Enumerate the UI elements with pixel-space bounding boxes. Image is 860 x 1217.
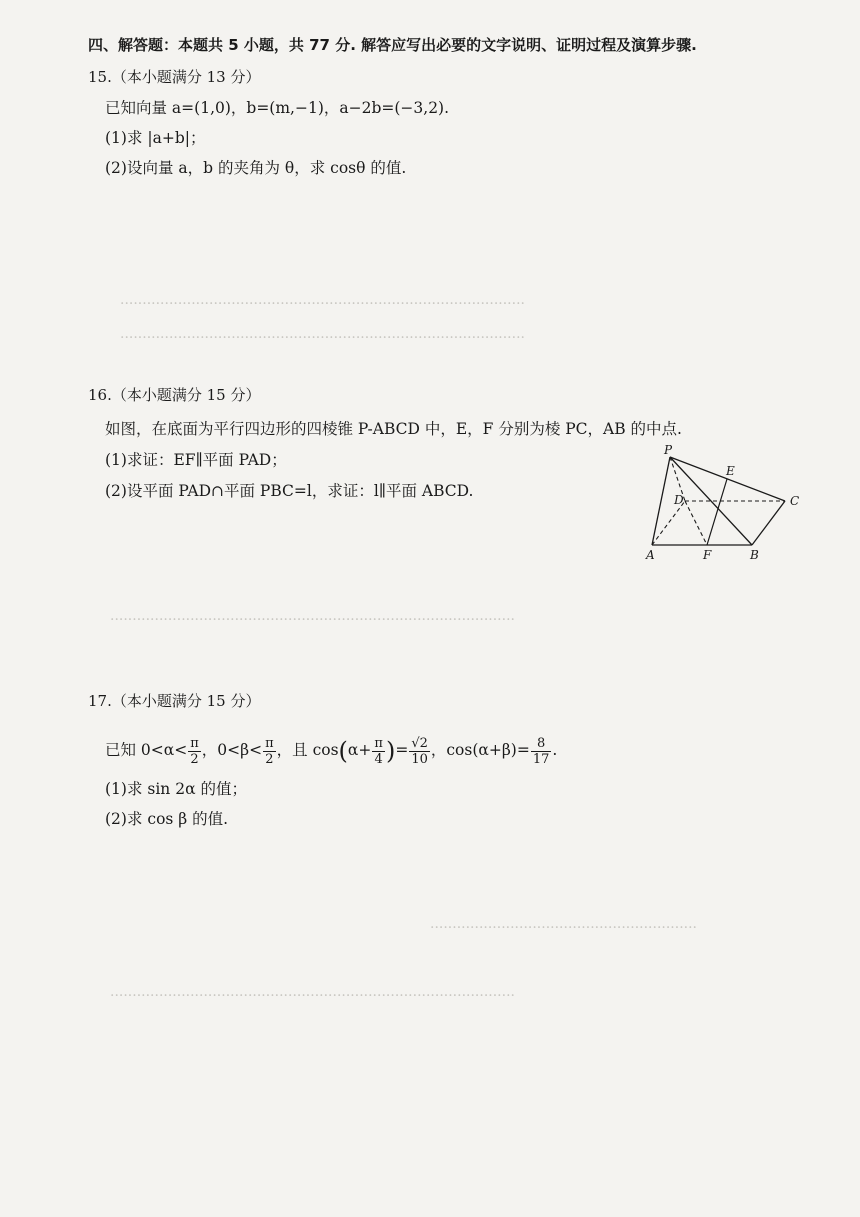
bleed-through-text: ···························································································: [110, 988, 515, 1004]
label-a: A: [646, 548, 655, 562]
edge-bc: [752, 501, 785, 545]
label-p: P: [664, 443, 673, 457]
segment-df: [685, 501, 707, 545]
label-e: E: [726, 464, 735, 478]
fraction-pi-over-4: $\frac{\pi}{4}$: [374, 735, 383, 767]
fraction-pi-over-2: $\frac{\pi}{2}$: [265, 735, 274, 767]
label-c: C: [790, 494, 800, 508]
q16-part2: (2)设平面 PAD∩平面 PBC=l，求证：l∥平面 ABCD.: [105, 482, 474, 500]
section-header: 四、解答题：本题共 5 小题，共 77 分. 解答应写出必要的文字说明、证明过程及演算步骤.: [88, 36, 697, 54]
q17-part1: (1)求 sin 2α 的值；: [105, 780, 247, 798]
label-b: B: [750, 548, 759, 562]
q15-title: 15.（本小题满分 13 分）: [88, 68, 261, 86]
q17-title: 17.（本小题满分 15 分）: [88, 692, 261, 710]
fraction-pi-over-2: $\frac{\pi}{2}$: [190, 735, 199, 767]
label-d: D: [674, 493, 684, 507]
q17-given: 已知 0<α< $\frac{\pi}{2}$ ，0<β< $\frac{\pi}{2}$ ，且 cos(α+ $\frac{\pi}{4}$ )= $\frac{√2}{10}$ ，cos(α+β)= $\frac{8}{17}$ .: [105, 735, 558, 767]
segment-ef: [707, 479, 727, 545]
q16-part1: (1)求证：EF∥平面 PAD；: [105, 451, 287, 469]
fraction-8-over-17: $\frac{8}{17}$: [532, 735, 550, 767]
bleed-through-text: ···························································································: [120, 330, 525, 346]
edge-pa: [652, 457, 670, 545]
bleed-through-text: ···························································································: [120, 296, 525, 312]
q16-given: 如图，在底面为平行四边形的四棱锥 P-ABCD 中，E，F 分别为棱 PC，AB 的中点.: [105, 420, 682, 438]
bleed-through-text: ····························································: [430, 920, 698, 936]
q17-part2: (2)求 cos β 的值.: [105, 810, 229, 828]
q15-part1: (1)求 |a+b|；: [105, 129, 206, 147]
q15-given: 已知向量 a=(1,0)，b=(m,−1)，a−2b=(−3,2).: [105, 99, 450, 117]
q16-title: 16.（本小题满分 15 分）: [88, 386, 261, 404]
label-f: F: [703, 548, 712, 562]
q15-part2: (2)设向量 a，b 的夹角为 θ，求 cosθ 的值.: [105, 159, 407, 177]
bleed-through-text: ···························································································: [110, 612, 515, 628]
fraction-sqrt2-over-10: $\frac{√2}{10}$: [411, 735, 428, 767]
pyramid-figure: [640, 442, 820, 562]
